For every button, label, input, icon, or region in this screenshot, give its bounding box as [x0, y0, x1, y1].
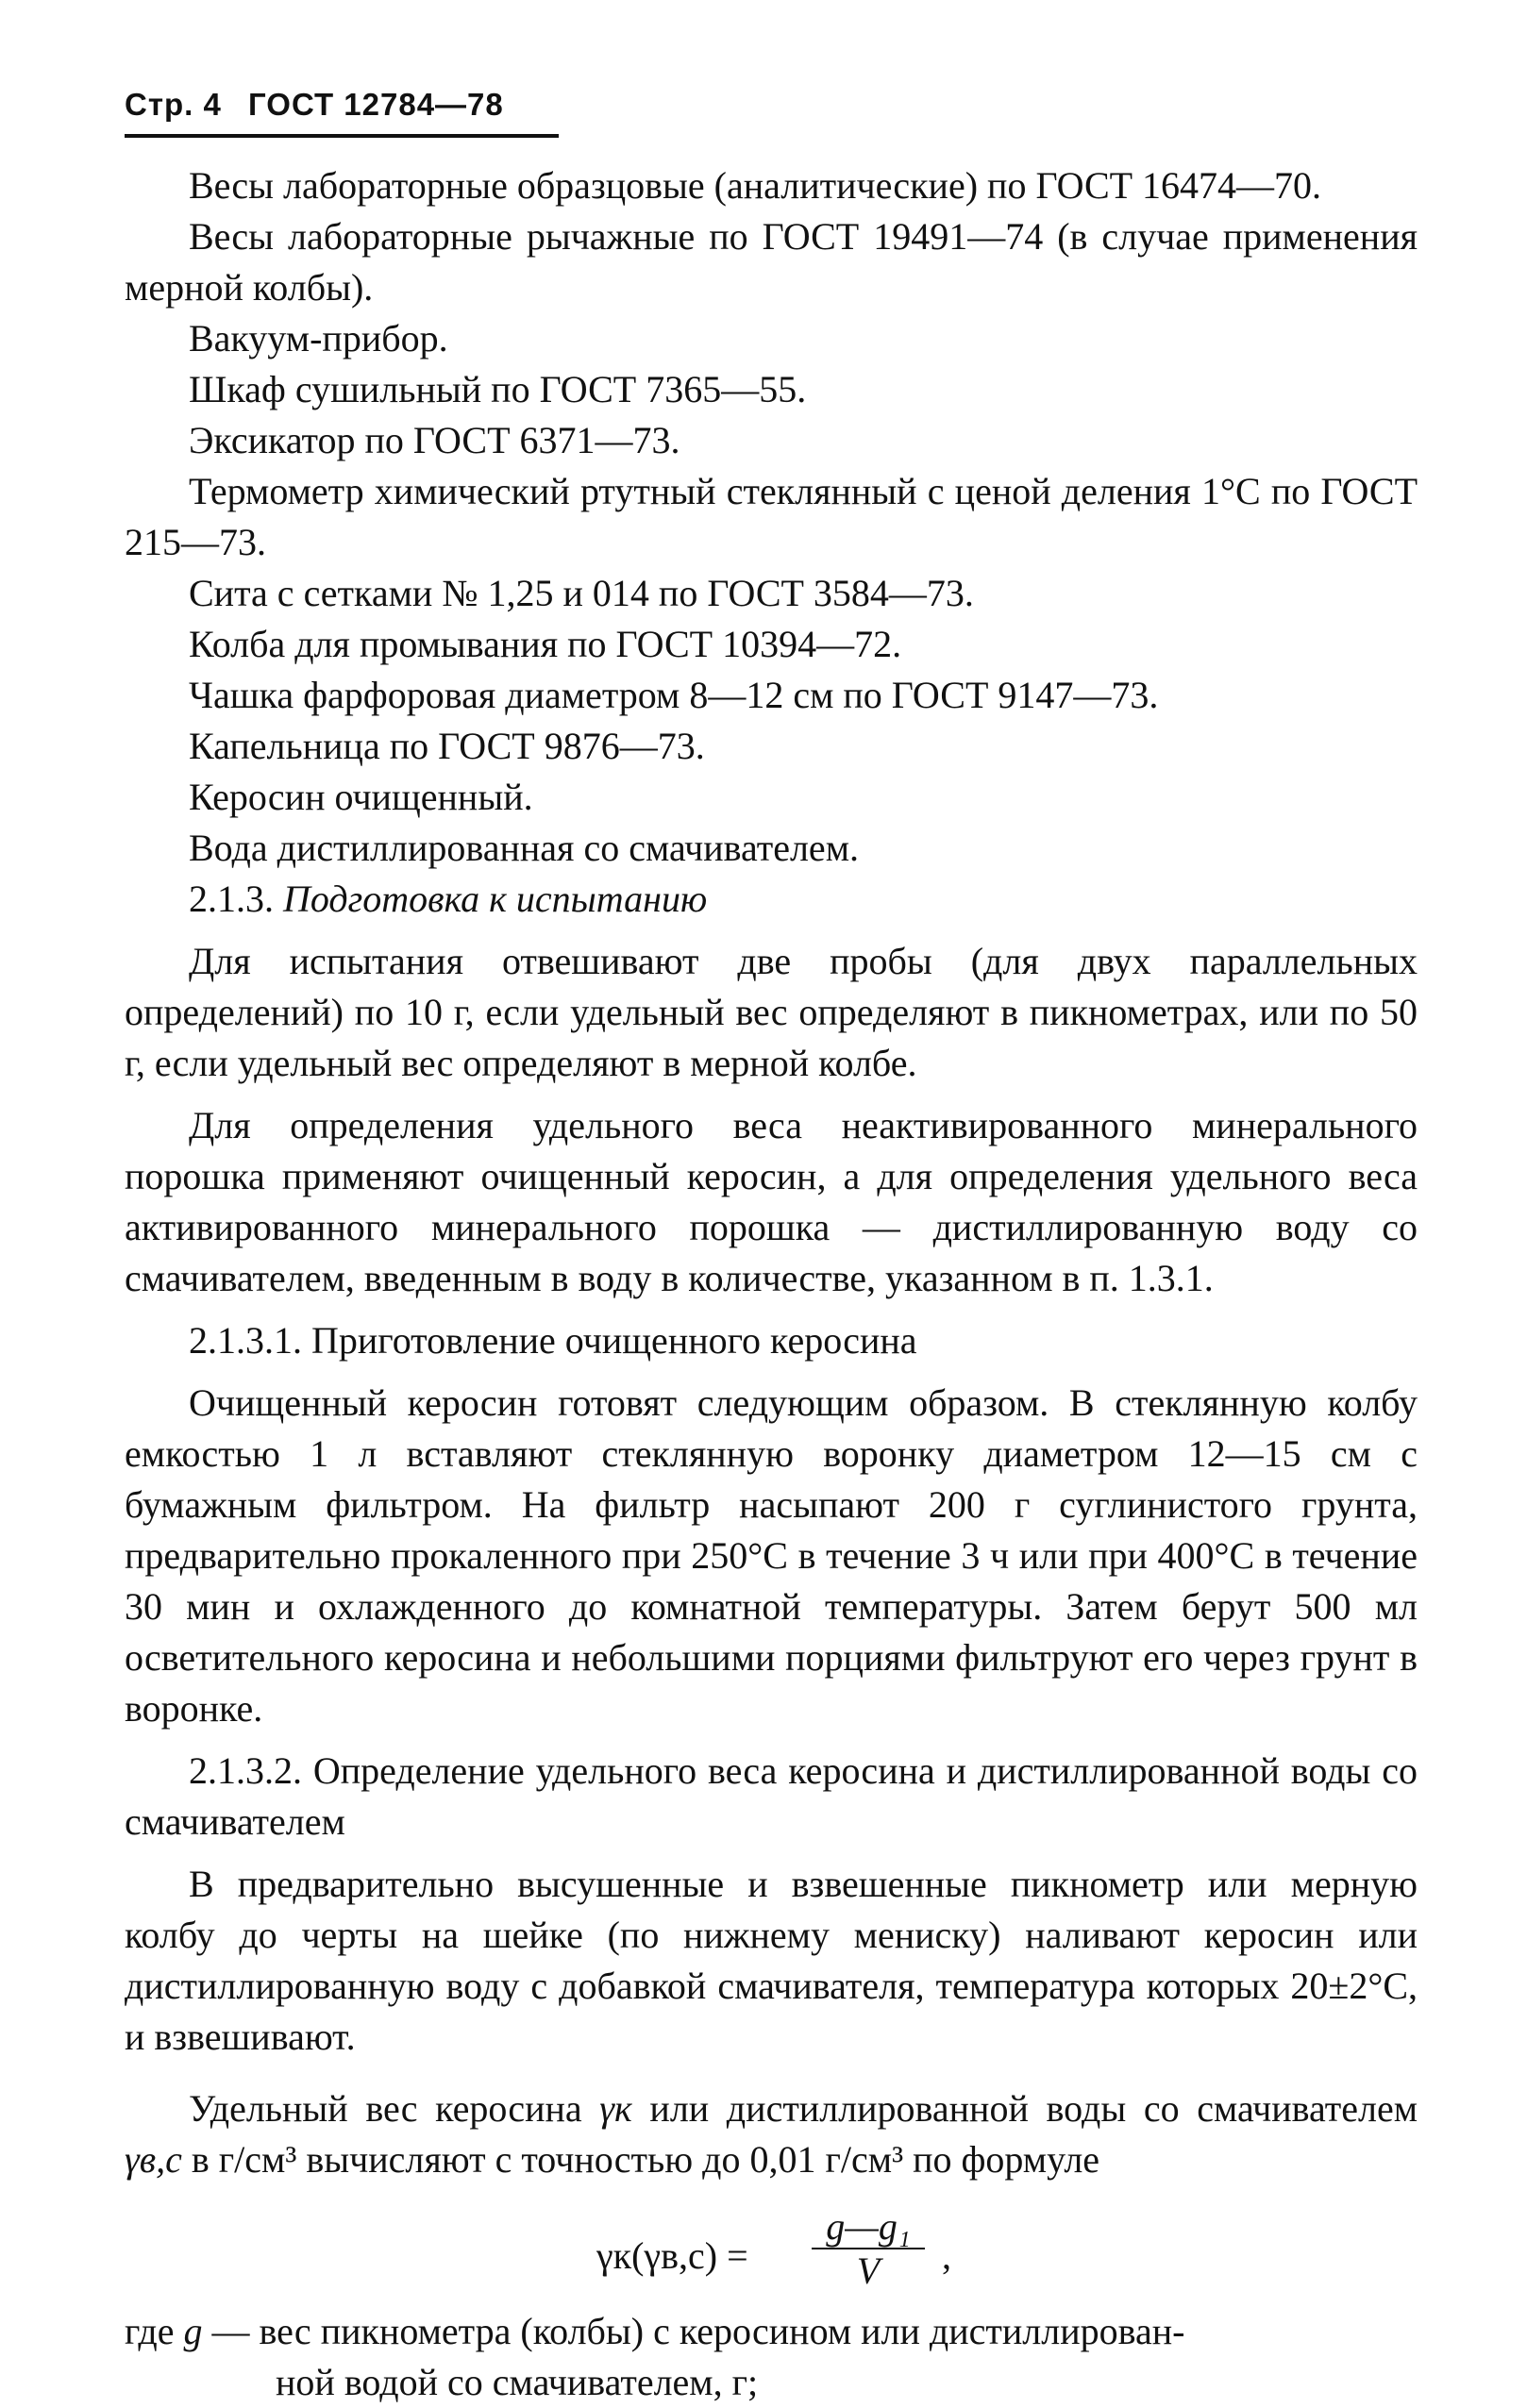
header-rule	[125, 134, 559, 138]
formula-fraction	[812, 2206, 925, 2293]
list-item: Чашка фарфоровая диаметром 8—12 см по ГОСТ 9147—73.	[189, 674, 1159, 716]
section-heading-2-1-3-1: 2.1.3.1. Приготовление очищенного керосина	[189, 1319, 917, 1362]
section-heading-2-1-3-2: 2.1.3.2. Определение удельного веса керосина и дистиллированной воды со смачивателем	[125, 1749, 1418, 1843]
paragraph-samples: Для испытания отвешивают две пробы (для двух параллельных определений) по 10 г, если удельный вес определяют в пикнометрах, или по 50 г, если удельный вес определяют в мерной колбе.	[125, 940, 1418, 1084]
where-text: — вес пикнометра (колбы) с керосином или дистиллирован-	[211, 2310, 1185, 2352]
list-item: Вакуум-прибор.	[189, 317, 448, 360]
page-number: Стр. 4	[125, 87, 222, 122]
section-title: Подготовка к испытанию	[283, 878, 708, 920]
standard-code: ГОСТ 12784—78	[248, 87, 504, 122]
where-symbol: g	[183, 2310, 203, 2352]
where-line-2: ной водой со смачивателем, г;	[276, 2361, 759, 2403]
document-body	[125, 160, 1418, 2408]
paragraph-kerosene-prep: Очищенный керосин готовят следующим образом. В стеклянную колбу емкостью 1 л вставляют стеклянную воронку диаметром 12—15 см с бумажным фильтром. На фильтр насыпают 200 г суглинистого грунта, предварительно прокаленного при 250°С в течение 3 ч или при 400°С в течение 30 мин и охлажденного до комнатной температуры. Затем берут 500 мл осветительного керосина и небольшими порциями фильтруют его через грунт в воронке.	[125, 1381, 1418, 1730]
list-item: Сита с сетками № 1,25 и 014 по ГОСТ 3584—73.	[189, 572, 974, 614]
formula	[125, 2206, 1418, 2293]
where-lead: где	[125, 2310, 175, 2352]
symbol-gamma-k: γк	[599, 2087, 632, 2130]
list-item: Керосин очищенный.	[189, 776, 533, 818]
paragraph-weighing: В предварительно высушенные и взвешенные пикнометр или мерную колбу до черты на шейке (по нижнему мениску) наливают керосин или дистиллированную воду с добавкой смачивателя, температура которых 20±2°С, и взвешивают.	[125, 1863, 1418, 2058]
text-fragment: или дистиллированной воды со смачивателем	[649, 2087, 1418, 2130]
list-item: Шкаф сушильный по ГОСТ 7365—55.	[189, 368, 807, 410]
paragraph-reagents: Для определения удельного веса неактивированного минерального порошка применяют очищенный керосин, а для определения удельного веса активированного минерального порошка — дистиллированную воду со смачивателем, введенным в воду в количестве, указанном в п. 1.3.1.	[125, 1104, 1418, 1299]
section-heading-2-1-3	[125, 874, 1418, 925]
paragraph-specific-weight	[125, 2083, 1418, 2185]
list-item: Вода дистиллированная со смачивателем.	[189, 827, 859, 869]
formula-lhs: γк(γв,с) =	[596, 2234, 748, 2277]
list-item: Колба для промывания по ГОСТ 10394—72.	[189, 623, 902, 665]
symbol-gamma-vc: γв,с	[125, 2138, 182, 2181]
list-item: Капельница по ГОСТ 9876—73.	[189, 725, 705, 767]
formula-numerator: g—g₁	[812, 2206, 925, 2249]
where-clause	[125, 2306, 1418, 2408]
equipment-list	[125, 160, 1418, 874]
text-fragment: Удельный вес керосина	[189, 2087, 582, 2130]
formula-denominator: V	[856, 2249, 881, 2292]
list-item: Эксикатор по ГОСТ 6371—73.	[189, 419, 680, 461]
page-header	[125, 87, 521, 123]
list-item: Весы лабораторные образцовые (аналитические) по ГОСТ 16474—70.	[189, 164, 1322, 207]
section-number: 2.1.3.	[189, 878, 274, 920]
text-fragment: в г/см³ вычисляют с точностью до 0,01 г/см³ по формуле	[191, 2138, 1100, 2181]
list-item: Весы лабораторные рычажные по ГОСТ 19491—74 (в случае применения мерной колбы).	[125, 215, 1418, 309]
formula-comma: ,	[942, 2234, 951, 2277]
where-line-1	[125, 2306, 1418, 2357]
list-item: Термометр химический ртутный стеклянный с ценой деления 1°С по ГОСТ 215—73.	[125, 470, 1418, 563]
